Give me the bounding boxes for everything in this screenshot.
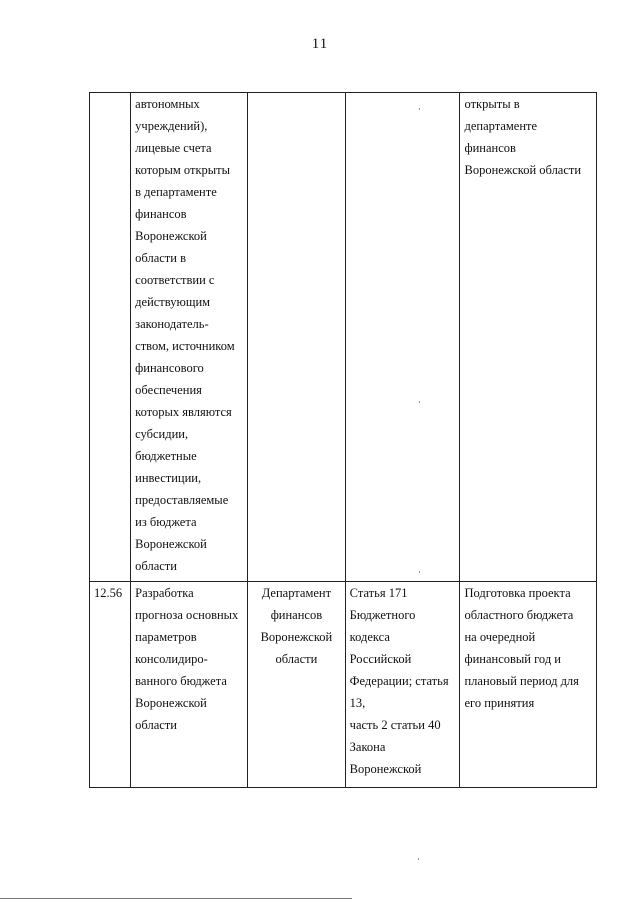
cell-text-line: Воронежской [260,630,333,644]
cell-text-line: Подготовка проекта [464,586,571,600]
measure-name-cell [131,582,248,788]
cell-text-line: финансовый год и [464,652,561,666]
cell-text-line: лицевые счета [135,141,212,155]
cell-text-line: в департаменте [135,185,217,199]
cell-text-line: бюджетные [135,449,197,463]
cell-text-line: области в [135,251,186,265]
cell-text-line: субсидии, [135,427,189,441]
cell-text-line: прогноза основных [135,608,239,622]
cell-text-line: Федерации; статья [349,674,449,688]
measure-name-cell [131,93,248,582]
document-table [89,92,597,788]
cell-text-line: Российской [349,652,412,666]
scan-speck [418,858,419,860]
cell-text-line: часть 2 статьи 40 [349,718,441,732]
cell-text-line: предоставляемые [135,493,229,507]
cell-text-line: учреждений), [135,119,208,133]
scan-speck [419,401,420,403]
cell-text-line: действующим [135,295,211,309]
cell-text-line: Департамент [261,586,332,600]
cell-text-line: обеспечения [135,383,202,397]
cell-text-line: Воронежской области [464,163,582,177]
cell-text-line: Закона [349,740,386,754]
cell-text-line: на очередной [464,630,536,644]
cell-text-line: ством, источником [135,339,235,353]
cell-text-line: Воронежской [135,229,207,243]
cell-text-line: из бюджета [135,515,197,529]
cell-text-line: 13, [349,696,366,710]
row-number-cell: 12.56 [90,582,131,788]
scan-speck [419,108,420,110]
cell-text-line: Бюджетного [349,608,416,622]
cell-text-line: его принятия [464,696,535,710]
cell-text-line: департаменте [464,119,538,133]
result-cell [460,93,597,582]
cell-text-line: соответствии с [135,273,215,287]
page-number: 11 [311,36,329,52]
cell-text-line: области [135,559,177,573]
cell-text-line: законодатель- [135,317,209,331]
cell-text-line: которым открыты [135,163,231,177]
cell-text-line: Разработка [135,586,194,600]
cell-text-line: областного бюджета [464,608,574,622]
cell-text-line: финансов [270,608,323,622]
cell-text-line: кодекса [349,630,390,644]
result-cell [460,582,597,788]
cell-text-line: консолидиро- [135,652,208,666]
executor-cell [248,93,346,582]
cell-text-line: финансового [135,361,204,375]
cell-text-line: финансов [464,141,516,155]
cell-text-line: ванного бюджета [135,674,227,688]
row-number-cell [90,93,131,582]
cell-text-line: открыты в [464,97,520,111]
cell-text-line: инвестиции, [135,471,202,485]
cell-text-line: параметров [135,630,197,644]
legal-basis-cell [345,582,460,788]
legal-basis-cell [345,93,460,582]
executor-cell [248,582,346,788]
cell-text-line: Статья 171 [349,586,408,600]
cell-text-line: области [275,652,318,666]
table-row [90,93,597,582]
cell-text-line: которых являются [135,405,232,419]
cell-text-line: Воронежской [135,537,207,551]
cell-text-line: Воронежской [349,762,422,776]
cell-text-line: автономных [135,97,200,111]
scan-speck [419,571,420,573]
cell-text-line: Воронежской [135,696,207,710]
cell-text-line: плановый период для [464,674,579,688]
scan-bottom-edge [0,898,352,899]
table-row [90,582,597,788]
cell-text-line: финансов [135,207,187,221]
cell-text-line: области [135,718,177,732]
